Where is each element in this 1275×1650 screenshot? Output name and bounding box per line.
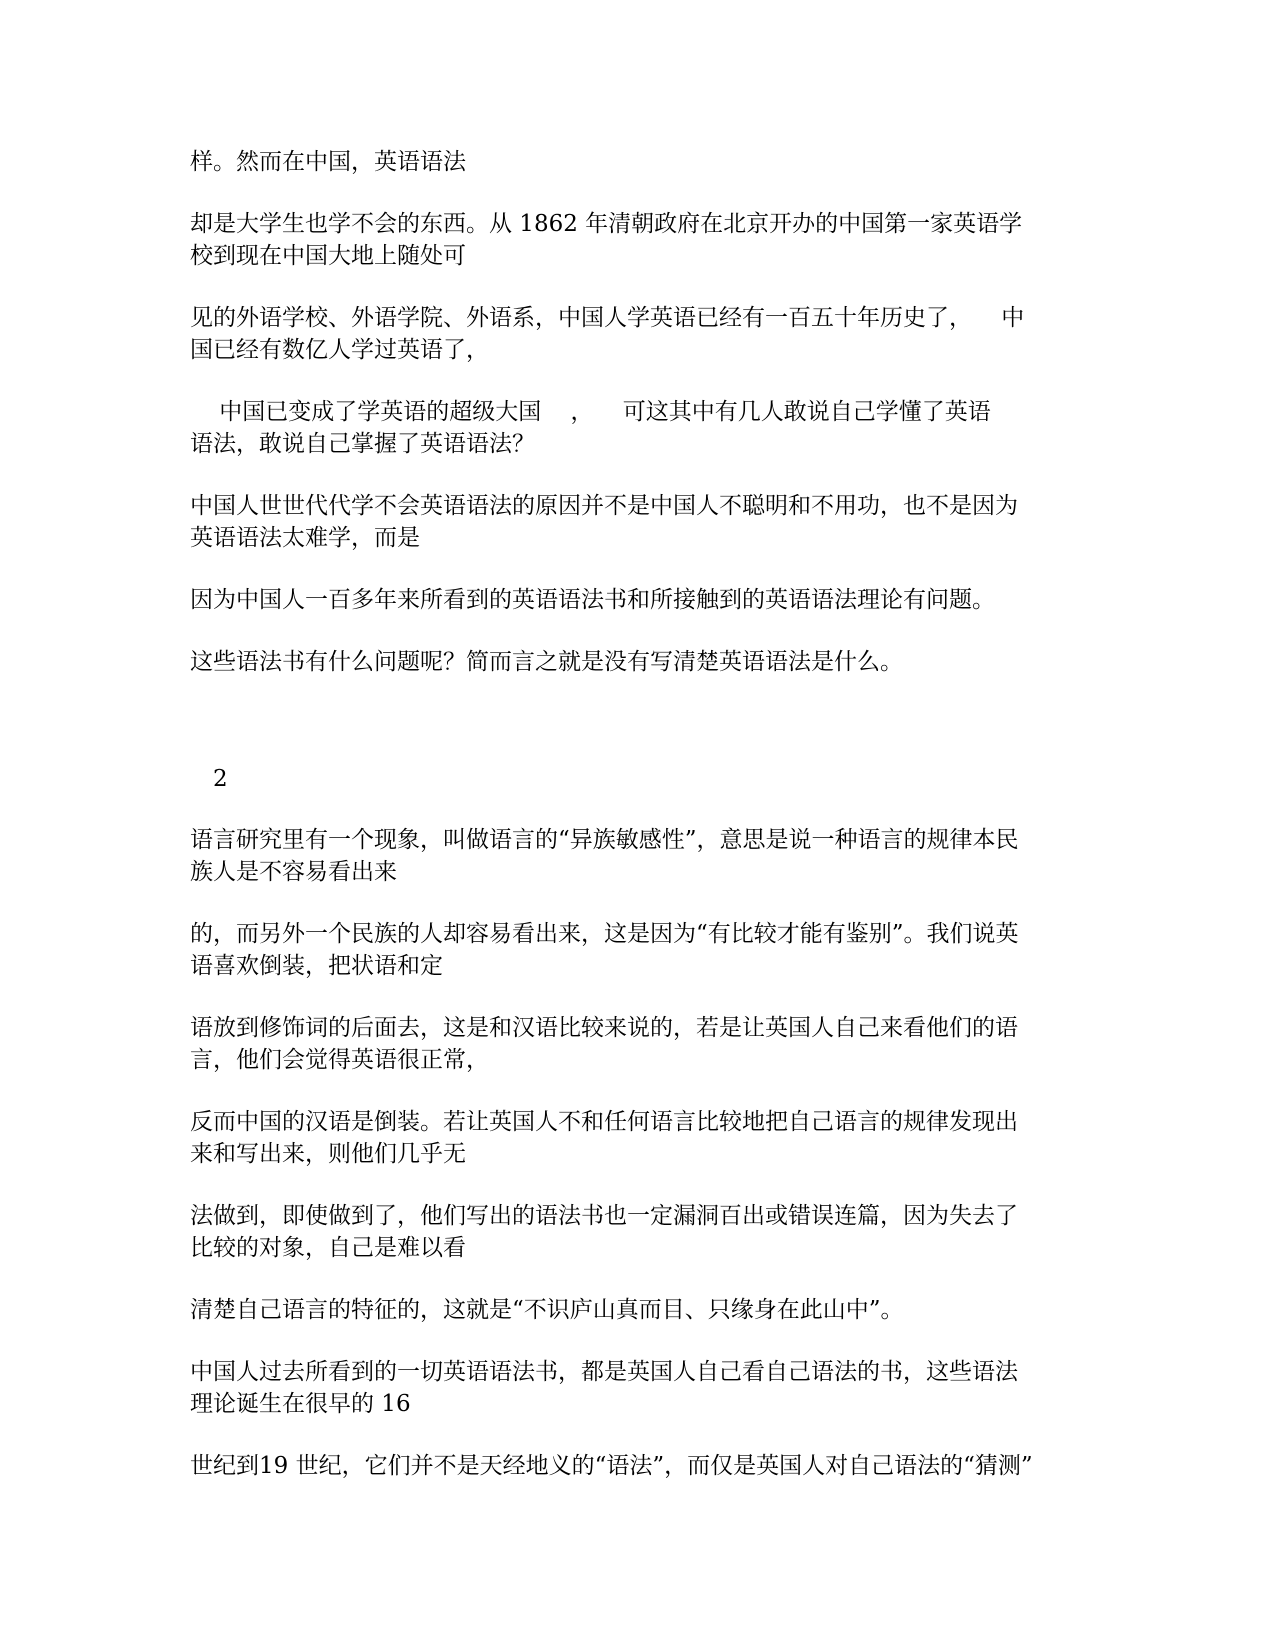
paragraph — [190, 1356, 1090, 1420]
text-line: 却是大学生也学不会的东西。从 1862 年清朝政府在北京开办的中国第一家英语学 — [190, 211, 1023, 237]
text-line: 来和写出来，则他们几乎无 — [190, 1141, 466, 1167]
text-line: 因为中国人一百多年来所看到的英语语法书和所接触到的英语语法理论有问题。 — [190, 587, 995, 613]
text-line: 世纪到19 世纪，它们并不是天经地义的“语法”，而仅是英国人对自己语法的“猜测” — [190, 1453, 1033, 1479]
paragraph — [190, 208, 1090, 272]
text-line: 校到现在中国大地上随处可 — [190, 243, 466, 269]
text-line: 英语语法太难学，而是 — [190, 525, 420, 551]
text-line: 这些语法书有什么问题呢？简而言之就是没有写清楚英语语法是什么。 — [190, 649, 903, 675]
text-line: 族人是不容易看出来 — [190, 859, 397, 885]
text-line: 中国人世世代代学不会英语语法的原因并不是中国人不聪明和不用功，也不是因为 — [190, 493, 1018, 519]
paragraph — [190, 146, 1090, 178]
text-line: 国已经有数亿人学过英语了， — [190, 337, 489, 363]
text-line: 语言研究里有一个现象，叫做语言的“异族敏感性”，意思是说一种语言的规律本民 — [190, 827, 1019, 853]
paragraph — [190, 918, 1090, 982]
text-line: 中国人过去所看到的一切英语语法书，都是英国人自己看自己语法的书，这些语法 — [190, 1359, 1018, 1385]
page-number: 2 — [213, 766, 228, 792]
paragraph — [190, 1294, 1090, 1326]
paragraph — [190, 824, 1090, 888]
text-line: 语放到修饰词的后面去，这是和汉语比较来说的，若是让英国人自己来看他们的语 — [190, 1015, 1018, 1041]
paragraph — [190, 1012, 1090, 1076]
text-line: 言，他们会觉得英语很正常， — [190, 1047, 489, 1073]
text-line: 比较的对象，自己是难以看 — [190, 1235, 466, 1261]
text-line: 语法，敢说自己掌握了英语语法？ — [190, 431, 535, 457]
paragraph — [190, 396, 1090, 460]
text-line: 反而中国的汉语是倒装。若让英国人不和任何语言比较地把自己语言的规律发现出 — [190, 1109, 1018, 1135]
paragraph — [190, 302, 1090, 366]
paragraph — [190, 1200, 1090, 1264]
paragraph — [190, 1450, 1090, 1482]
text-line: 样。然而在中国，英语语法 — [190, 149, 466, 175]
paragraph — [190, 1106, 1090, 1170]
text-line: 见的外语学校、外语学院、外语系，中国人学英语已经有一百五十年历史了， 中 — [190, 305, 1025, 331]
paragraph — [190, 646, 1090, 678]
text-line: 中国已变成了学英语的超级大国 ， 可这其中有几人敢说自己学懂了英语 — [190, 399, 991, 425]
paragraph — [190, 490, 1090, 554]
paragraph — [190, 584, 1090, 616]
text-line: 法做到，即使做到了，他们写出的语法书也一定漏洞百出或错误连篇，因为失去了 — [190, 1203, 1018, 1229]
text-line: 清楚自己语言的特征的，这就是“不识庐山真而目、只缘身在此山中”。 — [190, 1297, 904, 1323]
text-line: 理论诞生在很早的 16 — [190, 1391, 411, 1417]
text-line: 语喜欢倒装，把状语和定 — [190, 953, 443, 979]
text-line: 的，而另外一个民族的人却容易看出来，这是因为“有比较才能有鉴别”。我们说英 — [190, 921, 1019, 947]
